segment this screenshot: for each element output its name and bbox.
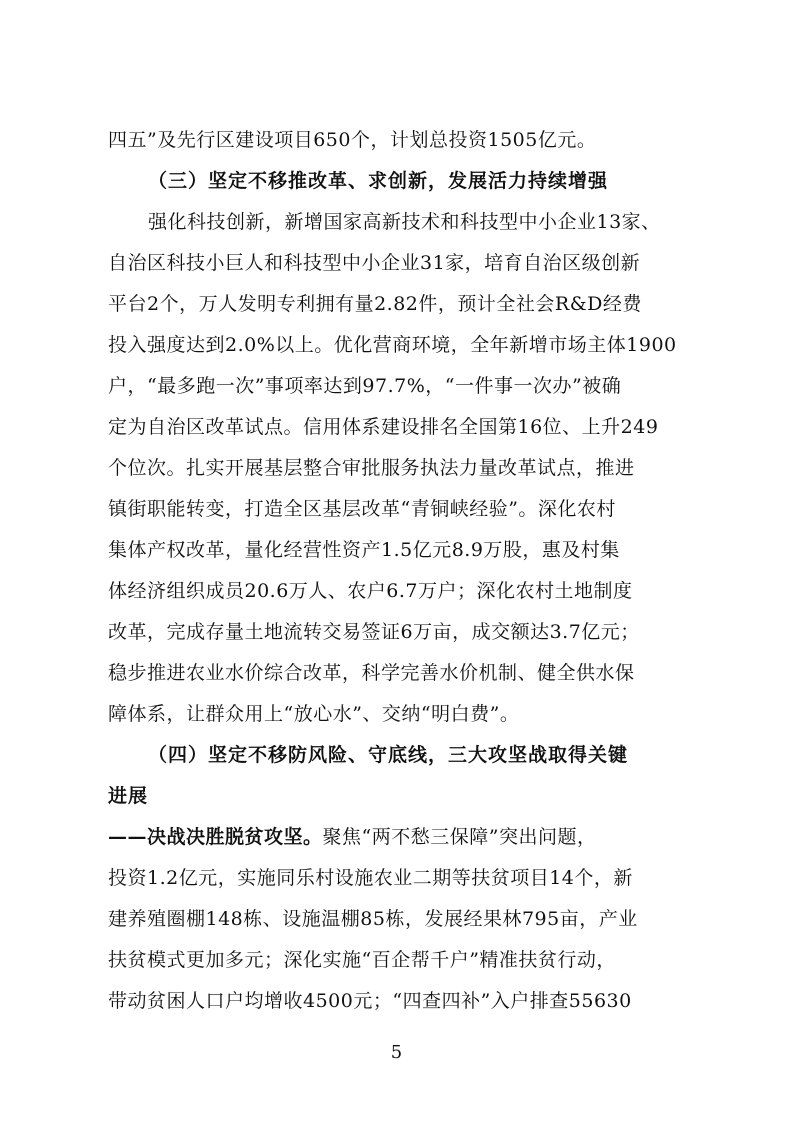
- text-line: 扶贫模式更加多元；深化实施“百企帮千户”精准扶贫行动，: [108, 949, 616, 971]
- text-line: 集体产权改革，量化经营性资产1.5亿元8.9万股，惠及村集: [108, 539, 620, 561]
- text-span: 聚焦“两不愁三保障”突出问题，: [322, 826, 597, 848]
- text-line: 障体系，让群众用上“放心水”、交纳“明白费”。: [108, 703, 520, 725]
- text-line: 平台2个，万人发明专利拥有量2.82件，预计全社会R&D经费: [108, 293, 642, 315]
- text-line: 体经济组织成员20.6万人、农户6.7万户；深化农村土地制度: [108, 580, 633, 602]
- section-heading-4: （四）坚定不移防风险、守底线，三大攻坚战取得关键: [148, 744, 629, 766]
- text-line: 稳步推进农业水价综合改革，科学完善水价机制、健全供水保: [108, 662, 635, 684]
- page-number: 5: [390, 1042, 403, 1063]
- text-line: 改革，完成存量土地流转交易签证6万亩，成交额达3.7亿元；: [108, 621, 640, 643]
- text-line: 强化科技创新，新增国家高新技术和科技型中小企业13家、: [148, 211, 661, 233]
- text-line: 投入强度达到2.0%以上。优化营商环境，全年新增市场主体1900: [108, 334, 677, 356]
- text-line: 投资1.2亿元，实施同乐村设施农业二期等扶贫项目14个，新: [108, 867, 633, 889]
- text-line: 建养殖圈棚148栋、设施温棚85栋，发展经果林795亩，产业: [108, 908, 638, 930]
- text-line: 个位次。扎实开展基层整合审批服务执法力量改革试点，推进: [108, 457, 635, 479]
- text-line: 户，“最多跑一次”事项率达到97.7%，“一件事一次办”被确: [108, 375, 622, 397]
- text-line: 镇街职能转变，打造全区基层改革“青铜峡经验”。深化农村: [108, 498, 616, 520]
- text-line: 四五”及先行区建设项目650个，计划总投资1505亿元。: [108, 129, 597, 151]
- text-line: 带动贫困人口户均增收4500元；“四查四补”入户排查55630: [108, 990, 632, 1012]
- section-heading-4-continued: 进展: [108, 785, 149, 807]
- text-line: 自治区科技小巨人和科技型中小企业31家，培育自治区级创新: [108, 252, 641, 274]
- section-heading-3: （三）坚定不移推改革、求创新，发展活力持续增强: [148, 170, 609, 192]
- subsection-title: ——决战决胜脱贫攻坚。: [108, 826, 323, 848]
- paragraph-lead-line: [108, 824, 596, 850]
- text-line: 定为自治区改革试点。信用体系建设排名全国第16位、上升249: [108, 416, 659, 438]
